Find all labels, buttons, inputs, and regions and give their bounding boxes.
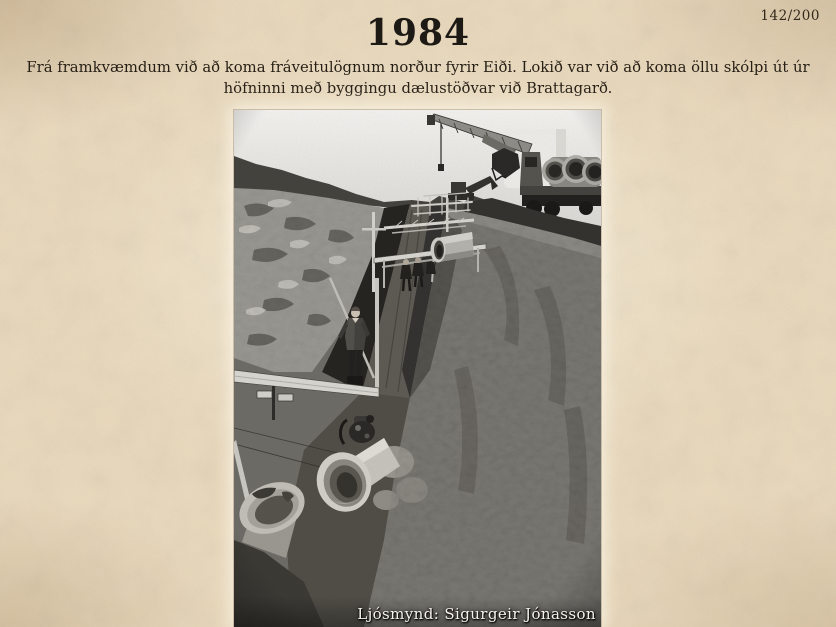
subtitle: Frá framkvæmdum við að koma fráveitulögnum norður fyrir Eiði. Lokið var við að koma öllu skólpi út úr höfninni með byggingu dælustöðvar við Brattagarð. [26, 59, 810, 97]
page-title: 1984 [365, 12, 471, 54]
page-indicator: 142/200 [760, 8, 820, 24]
photo [234, 110, 601, 627]
photo-vignette [234, 110, 601, 627]
photo-illustration [234, 110, 601, 627]
photo-caption: Ljósmynd: Sigurgeir Jónasson [357, 605, 596, 623]
